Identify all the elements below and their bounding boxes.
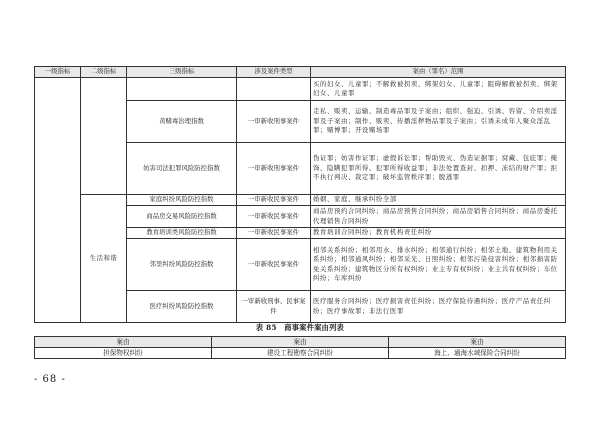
header-cause-3: 案由 xyxy=(389,337,566,348)
indicator-name: 医疗纠纷风险防控指数 xyxy=(127,291,237,323)
scope-cell: 医疗服务合同纠纷；医疗损害责任纠纷；医疗保险待遇纠纷；医疗产品责任纠纷；医疗事故罪；非法行医罪 xyxy=(311,291,566,323)
header-cause-2: 案由 xyxy=(212,337,389,348)
table-caption: 表 85 商事案件案由列表 xyxy=(255,323,345,332)
indicator-name: 邻里纠纷风险防控指数 xyxy=(127,239,237,291)
header-level2: 二级指标 xyxy=(81,67,127,78)
indicator-name: 黄赌毒治理指数 xyxy=(127,101,237,143)
case-type: 一审新收刑事、民事案件 xyxy=(237,291,311,323)
level3-cell-continued xyxy=(127,78,237,101)
case-type-cell-continued xyxy=(237,78,311,101)
scope-cell: 相邻关系纠纷；相邻用水、排水纠纷；相邻通行纠纷；相邻土地、建筑物利用关系纠纷；相邻通风纠纷；相邻采光、日照纠纷；相邻污染侵害纠纷；相邻损害防免关系纠纷；建筑物区分所有权纠纷；业主专有权纠纷；业主共有权纠纷；车位纠纷；车库纠纷 xyxy=(311,239,566,291)
table-header-row xyxy=(35,337,566,348)
table-row xyxy=(35,195,566,206)
scope-cell: 商品房预约合同纠纷；商品房预售合同纠纷；商品房销售合同纠纷；商品房委托代理销售合同纠纷 xyxy=(311,206,566,228)
cause-cell: 建设工程勘察合同纠纷 xyxy=(212,348,389,359)
indicator-name: 教育培训类风险防控指数 xyxy=(127,228,237,239)
page-number: - 68 - xyxy=(34,374,66,385)
header-cause-1: 案由 xyxy=(35,337,212,348)
case-type: 一审新收民事案件 xyxy=(237,228,311,239)
indicator-name: 商品房交易风险防控指数 xyxy=(127,206,237,228)
scope-cell: 伪证罪；妨害作证罪；虚假诉讼罪；帮助毁灭、伪造证据罪；窝藏、包庇罪；掩饰、隐瞒犯罪所得、犯罪所得收益罪；非法处置查封、扣押、冻结的财产罪；拒不执行判决、裁定罪；破坏监管秩序罪；脱逃罪 xyxy=(311,143,566,195)
indicator-table xyxy=(34,66,566,323)
cause-cell: 海上、通海水域保险合同纠纷 xyxy=(389,348,566,359)
indicator-name: 家庭纠纷风险防控指数 xyxy=(127,195,237,206)
cause-cell: 担保物权纠纷 xyxy=(35,348,212,359)
scope-cell: 买的妇女、儿童罪；不解救被拐卖、绑架妇女、儿童罪；阻碍解救被拐卖、绑架妇女、儿童罪 xyxy=(311,78,566,101)
case-type: 一审新收民事案件 xyxy=(237,206,311,228)
header-level3: 三级指标 xyxy=(127,67,237,78)
table-header-row xyxy=(35,67,566,78)
scope-cell: 教育培训合同纠纷；教育机构责任纠纷 xyxy=(311,228,566,239)
indicator-name: 妨害司法犯罪风险防控指数 xyxy=(127,143,237,195)
level2-cell-upper xyxy=(81,78,127,195)
scope-cell: 走私、贩卖、运输、制造毒品罪及子案由；组织、强迫、引诱、容留、介绍卖淫罪及子案由；制作、贩卖、传播淫秽物品罪及子案由；引诱未成年人聚众淫乱罪；赌博罪；开设赌场罪 xyxy=(311,101,566,143)
group-label: 生活和谐 xyxy=(81,195,127,323)
case-type: 一审新收民事案件 xyxy=(237,195,311,206)
header-scope: 案由（罪名）范围 xyxy=(311,67,566,78)
header-level1: 一级指标 xyxy=(35,67,81,78)
level1-cell xyxy=(35,78,81,323)
case-type: 一审新收刑事案件 xyxy=(237,143,311,195)
header-case-type: 涉及案件类型 xyxy=(237,67,311,78)
commercial-case-table xyxy=(34,336,566,359)
table-row xyxy=(35,348,566,359)
case-type: 一审新收民事案件 xyxy=(237,239,311,291)
case-type: 一审新收刑事案件 xyxy=(237,101,311,143)
scope-cell: 婚姻、家庭、继承纠纷全部 xyxy=(311,195,566,206)
table-row xyxy=(35,78,566,101)
